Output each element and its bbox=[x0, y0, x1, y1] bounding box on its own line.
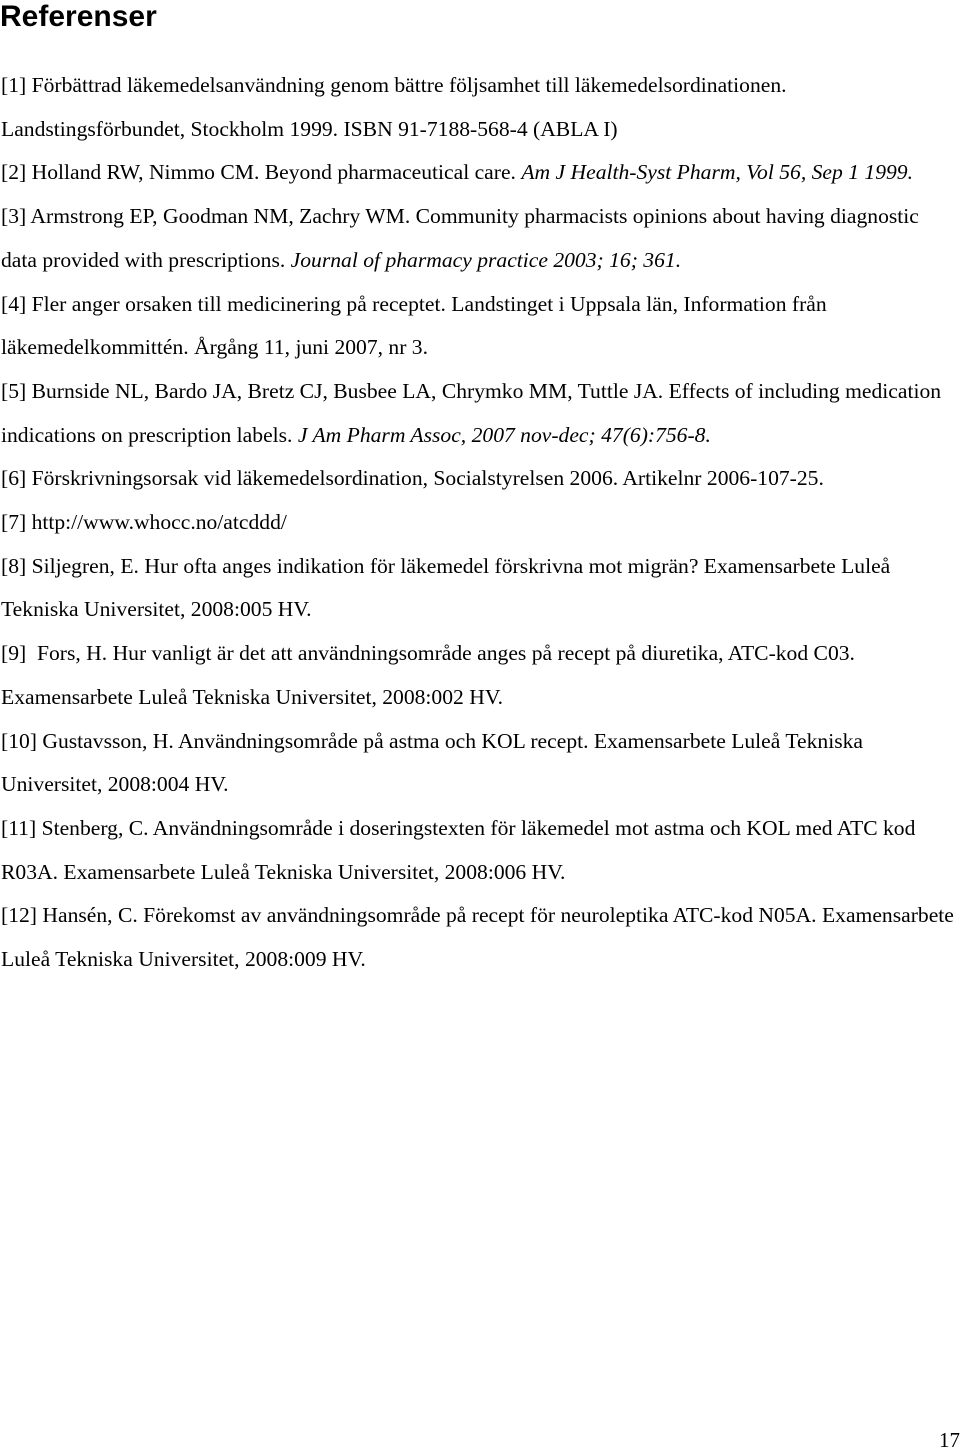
reference-text: Burnside NL, Bardo JA, Bretz CJ, Busbee LA, Chrymko MM, Tuttle JA. Effects of including medication indications on prescription labels. bbox=[1, 378, 942, 447]
reference-item-9 bbox=[1, 632, 956, 719]
reference-text: Förbättrad läkemedelsanvändning genom bättre följsamhet till läkemedelsordinationen. Landstingsförbundet, Stockholm 1999. ISBN 91-7188-568-4 (ABLA I) bbox=[1, 73, 787, 141]
reference-number: [11] bbox=[1, 815, 37, 840]
reference-number: [1] bbox=[1, 73, 27, 97]
reference-text: Gustavsson, H. Användningsområde på astma och KOL recept. Examensarbete Luleå Tekniska Universitet, 2008:004 HV. bbox=[1, 728, 864, 797]
page-number: 17 bbox=[939, 1428, 960, 1452]
reference-item-3 bbox=[1, 195, 956, 282]
reference-text: Fors, H. Hur vanligt är det att användningsområde anges på recept på diuretika, ATC-kod C03. Examensarbete Luleå Tekniska Universitet, 2008:002 HV. bbox=[1, 641, 855, 709]
reference-number: [10] bbox=[1, 728, 37, 753]
reference-item-12 bbox=[1, 894, 956, 981]
reference-text: Fler anger orsaken till medicinering på receptet. Landstinget i Uppsala län, Information från läkemedelkommittén. Årgång 11, juni 2007, nr 3. bbox=[1, 291, 827, 360]
reference-number: [4] bbox=[1, 291, 27, 316]
reference-text: Holland RW, Nimmo CM. Beyond pharmaceutical care. bbox=[31, 160, 516, 185]
reference-number: [9] bbox=[1, 641, 32, 666]
reference-number: [12] bbox=[1, 903, 37, 928]
reference-list bbox=[1, 64, 956, 982]
reference-item-1 bbox=[1, 64, 956, 151]
reference-item-5 bbox=[1, 370, 956, 457]
reference-number: [2] bbox=[1, 160, 27, 185]
reference-number: [3] bbox=[1, 204, 27, 229]
reference-source: Am J Health-Syst Pharm, Vol 56, Sep 1 1999. bbox=[521, 160, 913, 185]
reference-text: Siljegren, E. Hur ofta anges indikation för läkemedel förskrivna mot migrän? Examensarbete Luleå Tekniska Universitet, 2008:005 HV. bbox=[1, 553, 891, 622]
reference-item-7 bbox=[1, 501, 956, 545]
reference-source: J Am Pharm Assoc, 2007 nov-dec; 47(6):756-8. bbox=[297, 422, 711, 447]
reference-link[interactable]: http://www.whocc.no/atcddd/ bbox=[31, 510, 287, 535]
reference-item-2 bbox=[1, 151, 956, 195]
reference-text: Stenberg, C. Användningsområde i doseringstexten för läkemedel mot astma och KOL med ATC kod R03A. Examensarbete Luleå Tekniska Universitet, 2008:006 HV. bbox=[1, 815, 916, 884]
reference-number: [7] bbox=[1, 510, 27, 535]
reference-text: Hansén, C. Förekomst av användningsområde på recept för neuroleptika ATC-kod N05A. Examensarbete Luleå Tekniska Universitet, 2008:009 HV. bbox=[1, 903, 954, 972]
page-title: Referenser bbox=[0, 0, 157, 33]
reference-item-10 bbox=[1, 720, 956, 807]
reference-item-11 bbox=[1, 807, 956, 894]
reference-item-4 bbox=[1, 283, 956, 370]
reference-text: Förskrivningsorsak vid läkemedelsordination, Socialstyrelsen 2006. Artikelnr 2006-107-25. bbox=[31, 466, 824, 491]
reference-text: Armstrong EP, Goodman NM, Zachry WM. Community pharmacists opinions about having diagnostic data provided with prescriptions. bbox=[1, 204, 919, 272]
reference-item-8 bbox=[1, 545, 956, 632]
reference-number: [8] bbox=[1, 553, 27, 578]
reference-source: Journal of pharmacy practice 2003; 16; 361. bbox=[290, 247, 682, 272]
reference-number: [5] bbox=[1, 378, 27, 403]
reference-item-6 bbox=[1, 457, 956, 501]
reference-number: [6] bbox=[1, 466, 27, 491]
